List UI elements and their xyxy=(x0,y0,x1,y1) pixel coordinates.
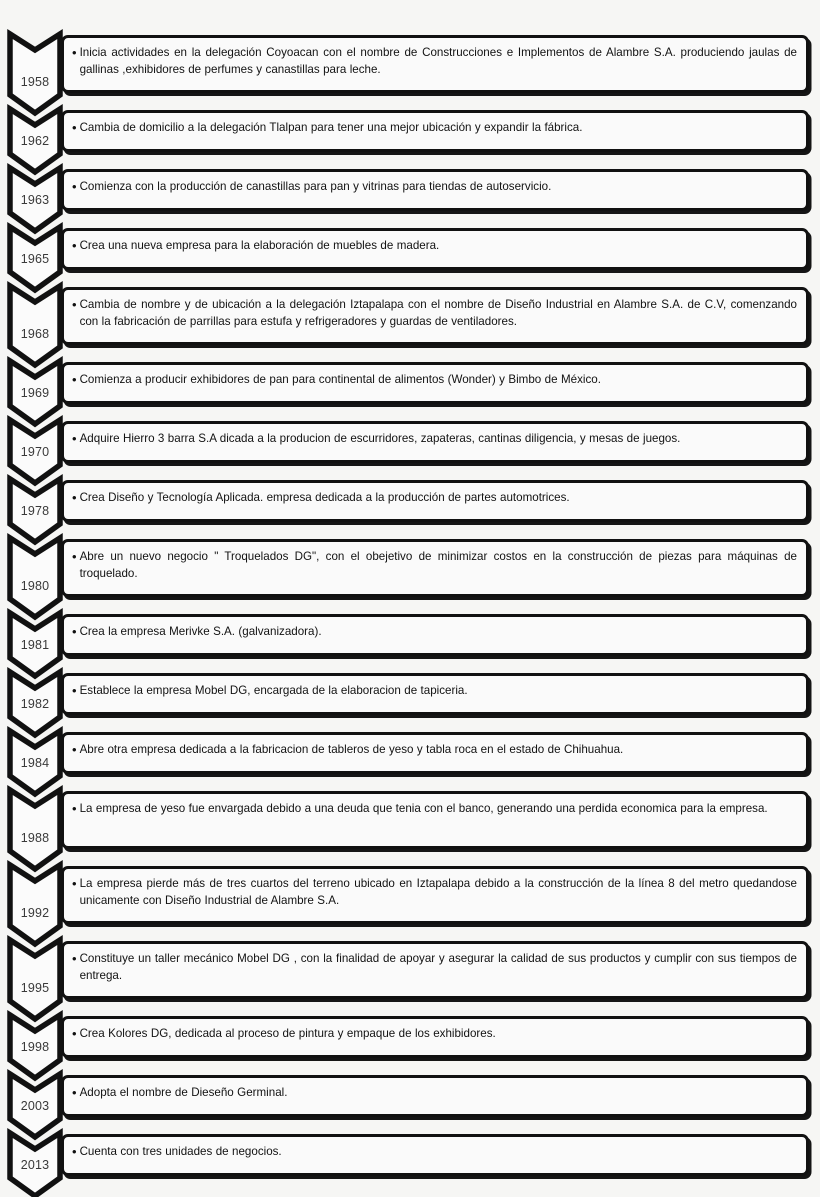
chevron-shape xyxy=(9,537,61,618)
year-label: 2013 xyxy=(20,1158,50,1172)
event-description: La empresa de yeso fue envargada debido a una deuda que tenia con el banco, generando una perdida economica para la empresa. xyxy=(79,802,768,815)
event-description: Adopta el nombre de Dieseño Germinal. xyxy=(79,1086,288,1099)
year-label: 1969 xyxy=(20,386,50,400)
year-chevron-marker[interactable] xyxy=(9,226,61,291)
chevron-shape xyxy=(9,33,61,114)
chevron-shape xyxy=(9,789,61,870)
chevron-shape xyxy=(9,1014,61,1079)
event-description: Comienza a producir exhibidores de pan para continental de alimentos (Wonder) y Bimbo de México. xyxy=(79,373,601,386)
year-chevron-marker[interactable] xyxy=(9,285,61,366)
chevron-shape xyxy=(9,1132,61,1197)
bullet-icon: • xyxy=(72,683,77,698)
bullet-icon: • xyxy=(72,1085,77,1100)
event-description: Constituye un taller mecánico Mobel DG , con la finalidad de apoyar y asegurar la calidad de sus productos y cumplir con sus tiempos de entrega. xyxy=(79,952,797,982)
event-description: Establece la empresa Mobel DG, encargada de la elaboracion de tapiceria. xyxy=(79,684,468,697)
chevron-shape xyxy=(9,226,61,291)
event-box[interactable] xyxy=(61,791,809,849)
chevron-shape xyxy=(9,419,61,484)
bullet-icon: • xyxy=(72,876,77,891)
year-chevron-marker[interactable] xyxy=(9,33,61,114)
event-description: Inicia actividades en la delegación Coyoacan con el nombre de Construcciones e Implementos de Alambre S.A. produciendo jaulas de gallinas ,exhibidores de perfumes y canastillas para leche. xyxy=(79,46,797,76)
year-label: 1978 xyxy=(20,504,50,518)
event-description: Crea Kolores DG, dedicada al proceso de pintura y empaque de los exhibidores. xyxy=(79,1027,496,1040)
event-box[interactable] xyxy=(61,673,809,715)
event-description: Crea Diseño y Tecnología Aplicada. empresa dedicada a la producción de partes automotrices. xyxy=(79,491,570,504)
year-label: 1995 xyxy=(20,981,50,995)
chevron-shape xyxy=(9,478,61,543)
event-box[interactable] xyxy=(61,866,809,924)
bullet-icon: • xyxy=(72,120,77,135)
bullet-icon: • xyxy=(72,742,77,757)
year-chevron-marker[interactable] xyxy=(9,671,61,736)
event-description: Adquire Hierro 3 barra S.A dicada a la producion de escurridores, zapateras, cantinas diligencia, y mesas de juegos. xyxy=(79,432,681,445)
event-box[interactable] xyxy=(61,941,809,999)
event-description: Abre otra empresa dedicada a la fabricacion de tableros de yeso y tabla roca en el estado de Chihuahua. xyxy=(79,743,624,756)
year-chevron-marker[interactable] xyxy=(9,1073,61,1138)
bullet-icon: • xyxy=(72,951,77,966)
event-box[interactable] xyxy=(61,287,809,345)
year-label: 1970 xyxy=(20,445,50,459)
bullet-icon: • xyxy=(72,1144,77,1159)
year-label: 1988 xyxy=(20,831,50,845)
chevron-shape xyxy=(9,1073,61,1138)
bullet-icon: • xyxy=(72,549,77,564)
bullet-icon: • xyxy=(72,297,77,312)
chevron-shape xyxy=(9,360,61,425)
year-chevron-marker[interactable] xyxy=(9,360,61,425)
bullet-icon: • xyxy=(72,490,77,505)
event-box[interactable] xyxy=(61,1075,809,1117)
event-description: La empresa pierde más de tres cuartos del terreno ubicado en Iztapalapa debido a la construcción de la línea 8 del metro quedandose unicamente con Diseño Industrial de Alambre S.A. xyxy=(79,877,797,907)
event-description: Comienza con la producción de canastillas para pan y vitrinas para tiendas de autoservicio. xyxy=(79,180,552,193)
year-label: 1968 xyxy=(20,327,50,341)
event-box[interactable] xyxy=(61,421,809,463)
year-chevron-marker[interactable] xyxy=(9,612,61,677)
year-chevron-marker[interactable] xyxy=(9,108,61,173)
chevron-shape xyxy=(9,671,61,736)
chevron-shape xyxy=(9,864,61,945)
bullet-icon: • xyxy=(72,801,77,816)
bullet-icon: • xyxy=(72,372,77,387)
event-box[interactable] xyxy=(61,614,809,656)
bullet-icon: • xyxy=(72,45,77,60)
year-chevron-marker[interactable] xyxy=(9,1132,61,1197)
event-box[interactable] xyxy=(61,1016,809,1058)
event-box[interactable] xyxy=(61,539,809,597)
year-chevron-marker[interactable] xyxy=(9,789,61,870)
event-box[interactable] xyxy=(61,169,809,211)
year-label: 1962 xyxy=(20,134,50,148)
chevron-shape xyxy=(9,612,61,677)
year-chevron-marker[interactable] xyxy=(9,167,61,232)
year-label: 1984 xyxy=(20,756,50,770)
year-label: 1981 xyxy=(20,638,50,652)
year-label: 1998 xyxy=(20,1040,50,1054)
bullet-icon: • xyxy=(72,1026,77,1041)
event-description: Crea la empresa Merivke S.A. (galvanizadora). xyxy=(79,625,322,638)
event-description: Crea una nueva empresa para la elaboración de muebles de madera. xyxy=(79,239,440,252)
year-label: 1992 xyxy=(20,906,50,920)
year-chevron-marker[interactable] xyxy=(9,1014,61,1079)
bullet-icon: • xyxy=(72,238,77,253)
bullet-icon: • xyxy=(72,624,77,639)
year-chevron-marker[interactable] xyxy=(9,939,61,1020)
year-label: 1982 xyxy=(20,697,50,711)
event-box[interactable] xyxy=(61,732,809,774)
event-box[interactable] xyxy=(61,480,809,522)
event-description: Abre un nuevo negocio " Troquelados DG", con el obejetivo de minimizar costos en la construcción de piezas para máquinas de troquelado. xyxy=(79,550,797,580)
event-box[interactable] xyxy=(61,110,809,152)
bullet-icon: • xyxy=(72,431,77,446)
chevron-shape xyxy=(9,939,61,1020)
year-chevron-marker[interactable] xyxy=(9,478,61,543)
year-chevron-marker[interactable] xyxy=(9,730,61,795)
year-label: 1965 xyxy=(20,252,50,266)
chevron-shape xyxy=(9,167,61,232)
event-box[interactable] xyxy=(61,1134,809,1176)
bullet-icon: • xyxy=(72,179,77,194)
year-chevron-marker[interactable] xyxy=(9,419,61,484)
event-description: Cuenta con tres unidades de negocios. xyxy=(79,1145,282,1158)
year-label: 1963 xyxy=(20,193,50,207)
chevron-shape xyxy=(9,285,61,366)
event-box[interactable] xyxy=(61,228,809,270)
event-box[interactable] xyxy=(61,362,809,404)
event-description: Cambia de domicilio a la delegación Tlalpan para tener una mejor ubicación y expandir la fábrica. xyxy=(79,121,583,134)
event-description: Cambia de nombre y de ubicación a la delegación Iztapalapa con el nombre de Diseño Industrial en Alambre S.A. de C.V, comenzando con la fabricación de parrillas para estufa y refrigeradores y guardas de ventiladores. xyxy=(79,298,797,328)
year-chevron-marker[interactable] xyxy=(9,864,61,945)
chevron-shape xyxy=(9,730,61,795)
chevron-shape xyxy=(9,108,61,173)
year-label: 1958 xyxy=(20,75,50,89)
year-label: 1980 xyxy=(20,579,50,593)
year-chevron-marker[interactable] xyxy=(9,537,61,618)
year-label: 2003 xyxy=(20,1099,50,1113)
event-box[interactable] xyxy=(61,35,809,93)
